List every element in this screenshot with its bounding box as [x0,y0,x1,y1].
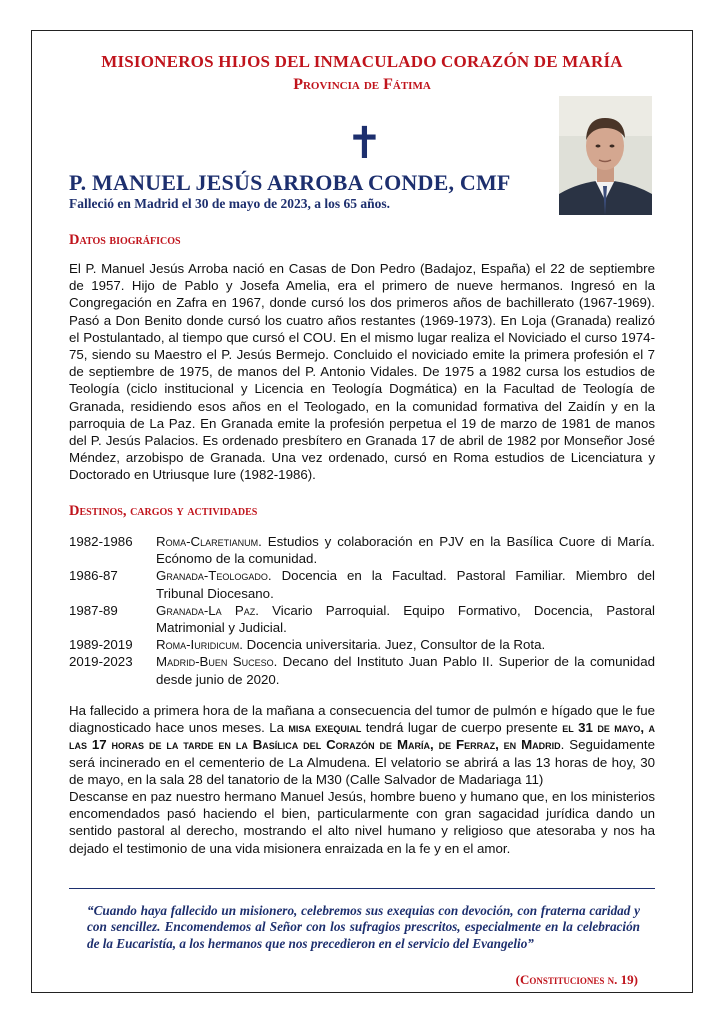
list-item [69,533,655,567]
destino-years: 2019-2023 [69,654,133,670]
destinos-heading: Destinos, cargos y actividades [69,503,258,519]
constitutions-quote: “Cuando haya fallecido un misionero, celebremos sus exequias con devoción, con fraterna caridad y con sencillez. Encomendemos al Señor con los sufragios prescritos, especialmente en la celebración de la Eucaristía, a los hermanos que nos precedieron en el servicio del Evangelio” [87,903,640,951]
destino-description [156,567,655,601]
death-notice: Falleció en Madrid el 30 de mayo de 2023, a los 65 años. [69,196,390,211]
destino-years: 1982-1986 [69,534,133,549]
portrait-illustration [559,96,652,215]
funeral-details: el 31 de mayo, a las 17 horas de la tarde en la Basílica del Corazón de María, de Ferraz, en Madrid [69,720,655,753]
congregation-name: MISIONEROS HIJOS DEL INMACULADO CORAZÓN DE MARÍA [101,52,623,71]
destino-text: . Estudios y colaboración en PJV en la Basílica Cuore di María. Ecónomo de la comunidad. [156,534,655,567]
page-header [32,52,692,94]
quote-citation: (Constituciones n. 19) [515,972,638,987]
final-text [69,702,655,857]
destino-description [156,533,655,567]
list-item [69,567,655,601]
destino-place: Roma-Iuridicum [156,637,240,653]
destino-place: Granada-La Paz [156,602,256,618]
deceased-name: P. MANUEL JESÚS ARROBA CONDE, CMF [69,170,511,195]
funeral-text-a: Ha fallecido a primera hora de la mañana a consecuencia del tumor de pulmón e hígado que le fue diagnosticado hace unos meses. La [69,703,655,736]
destino-text: . Docencia en la Facultad. Pastoral Familiar. Miembro del Tribunal Diocesano. [156,568,655,601]
bio-heading: Datos biográficos [69,232,181,248]
portrait-photo [559,96,652,215]
closing-paragraph: Descanse en paz nuestro hermano Manuel Jesús, hombre bueno y humano que, en los ministerios encomendados pasó haciendo el bien, particularmente con gran sagacidad jurídica dando un sentido pastoral al derecho, mostrando el alto nivel humano y religioso que atesoraba y nos ha dejado el testimonio de una vida misionera enraizada en la fe y en el amor. [69,789,655,856]
destino-text: . Decano del Instituto Juan Pablo II. Superior de la comunidad desde junio de 2020. [156,654,655,687]
funeral-paragraph [69,702,655,788]
destino-description [156,636,655,653]
destino-years: 1986-87 [69,568,118,584]
destino-years: 1987-89 [69,602,118,618]
divider [69,888,655,889]
funeral-text-e: . Seguidamente será incinerado en el cementerio de La Almudena. El velatorio se abrirá a las 13 horas de hoy, 30 de mayo, en la sala 28 del tanatorio de la M30 (Calle Salvador de Madariaga 11) [69,737,655,787]
province-name: Provincia de Fátima [293,76,431,93]
bio-text [69,260,655,484]
destino-place: Granada-Teologado [156,568,268,584]
list-item [69,653,655,687]
destino-description [156,602,655,636]
destino-text: . Docencia universitaria. Juez, Consultor de la Rota. [239,637,546,653]
destinos-list [69,533,655,688]
funeral-text-c: tendrá lugar de cuerpo presente [361,720,563,736]
misa-exequial-label: misa exequial [288,720,362,736]
list-item [69,602,655,636]
destino-place: Madrid-Buen Suceso [156,654,274,670]
destino-description [156,653,655,687]
destino-place: Roma-Claretianum [156,534,259,549]
destino-text: . Vicario Parroquial. Equipo Formativo, Docencia, Pastoral Matrimonial y Judicial. [156,602,655,636]
cross-icon: ✝ [346,118,383,169]
list-item [69,636,655,653]
destino-years: 1989-2019 [69,637,133,653]
bio-paragraph: El P. Manuel Jesús Arroba nació en Casas de Don Pedro (Badajoz, España) el 22 de septiembre de 1957. Hijo de Pablo y Josefa Amelia, era el primero de nueve hermanos. Ingresó en la Congregación en Zafra en 1967, donde cursó los dos primeros años de bachillerato (1967-1969). Pasó a Don Benito donde cursó los cuatro años restantes (1969-1973). En Loja (Granada) realizó el Postulantado, al tiempo que cursó el COU. En el mismo lugar realiza el Noviciado el curso 1974-75, siendo su Maestro el P. Jesús Bermejo. Concluido el noviciado emite la primera profesión el 7 de septiembre de 1975, de manos del P. Antonio Vidales. De 1975 a 1982 cursa los estudios de Teología (ciclo institucional y Licencia en Teología Dogmática) en la Facultad de Teología de Granada, residiendo esos años en el Teologado, en la comunidad formativa del Zaidín y en la parroquia de La Paz. En Granada emite la profesión perpetua el 19 de marzo de 1981 de manos del P. Jesús Palacios. Es ordenado presbítero en Granada 17 de abril de 1982 por Monseñor José Méndez, arzobispo de Granada. Una vez ordenado, cursó en Roma estudios de Licenciatura y Doctorado en Utriusque Iure (1982-1986). [69,261,655,483]
